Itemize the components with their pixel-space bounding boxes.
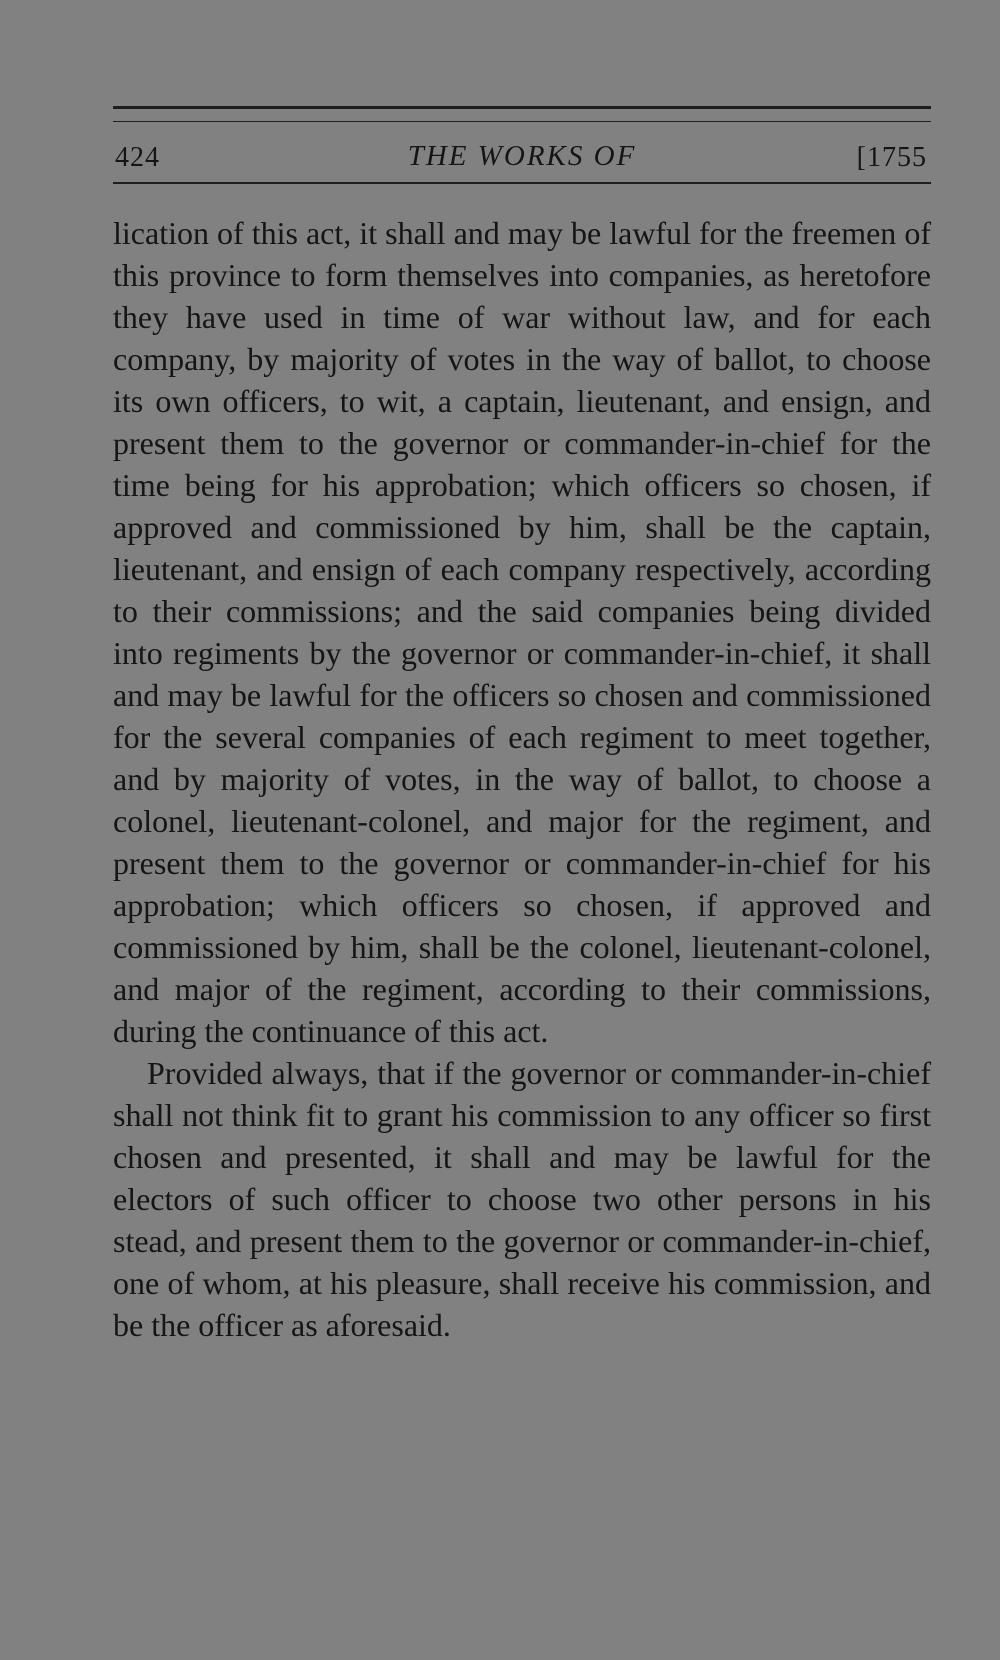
book-page	[113, 106, 931, 1346]
page-number: 424	[115, 142, 160, 173]
body-text	[113, 212, 931, 1346]
paragraph-proviso: Provided always, that if the governor or commander-in-chief shall not think fit to grant his commission to any officer so first chosen and presented, it shall and may be lawful for the electors of such officer to choose two other persons in his stead, and present them to the governor or commander-in-chief, one of whom, at his pleasure, shall receive his commission, and be the officer as aforesaid.	[113, 1055, 931, 1343]
running-header	[113, 122, 931, 182]
header-double-rule-thick	[113, 106, 931, 109]
header-rule	[113, 182, 931, 184]
running-title: THE WORKS OF	[407, 140, 637, 172]
paragraph-continuation: lication of this act, it shall and may be lawful for the freemen of this province to form themselves into companies, as heretofore they have used in time of war without law, and for each company, by majority of votes in the way of ballot, to choose its own officers, to wit, a captain, lieutenant, and ensign, and present them to the governor or commander-in-chief for the time being for his approbation; which officers so chosen, if approved and commissioned by him, shall be the captain, lieutenant, and ensign of each company respectively, according to their commissions; and the said companies being divided into regiments by the governor or commander-in-chief, it shall and may be lawful for the officers so chosen and commissioned for the several companies of each regiment to meet together, and by majority of votes, in the way of ballot, to choose a colonel, lieutenant-colonel, and major for the regiment, and present them to the governor or commander-in-chief for his approbation; which officers so chosen, if approved and commissioned by him, shall be the colonel, lieutenant-colonel, and major of the regiment, according to their commissions, during the continuance of this act.	[113, 215, 931, 1049]
header-year: [1755	[856, 142, 927, 173]
